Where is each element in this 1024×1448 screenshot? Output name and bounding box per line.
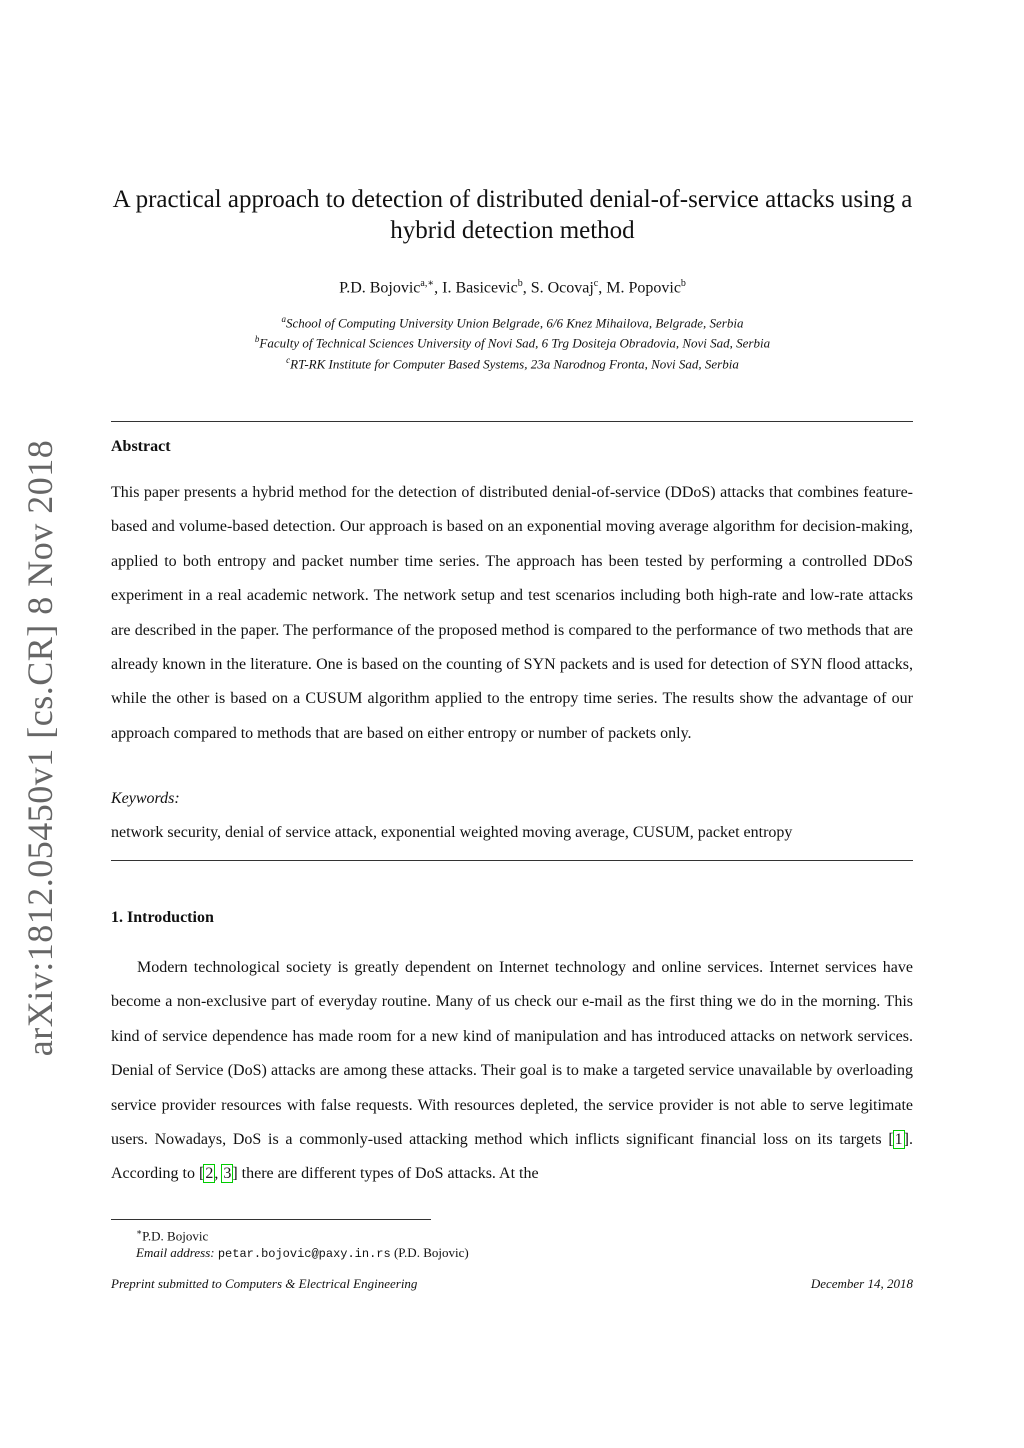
affiliation-text: School of Computing University Union Belgrade, 6/6 Knez Mihailova, Belgrade, Serbia — [286, 315, 744, 331]
author-name: M. Popovic — [606, 279, 681, 297]
author-name: I. Basicevic — [442, 279, 518, 297]
affiliation-mark: c — [286, 354, 291, 365]
citation-link-3[interactable]: 3 — [223, 1165, 232, 1183]
email-address[interactable]: petar.bojovic@paxy.in.rs — [217, 1247, 391, 1262]
preprint-date: December 14, 2018 — [810, 1276, 913, 1291]
email-label: Email address: — [136, 1245, 215, 1261]
author-affil-mark: b — [680, 278, 686, 289]
author-list — [112, 273, 913, 299]
paragraph-text: Modern technological society is greatly dependent on Internet technology and online services. Internet services have become a non-exclusive part of everyday routine. Many of us check our e-mail as the first thing we do in the morning. This kind of service dependence has made room for a new kind of manipulation and has introduced attacks on network services. Denial of Service (DoS) attacks are among these attacks. Their goal is to make a targeted service unavailable by overloading service provider resources with false requests. With resources depleted, the service provider is not able to serve legitimate users. Nowadays, DoS is a commonly-used attacking method which inflicts significant financial loss on its targets [ — [111, 959, 913, 1149]
abstract-top-rule — [111, 421, 913, 422]
footnote-rule — [111, 1219, 431, 1220]
affiliation-mark: b — [254, 334, 260, 345]
footnote-name: P.D. Bojovic — [142, 1228, 209, 1244]
author-name: S. Ocovaj — [530, 279, 594, 297]
author-separator: , — [522, 279, 531, 297]
introduction-paragraph — [111, 951, 913, 1192]
abstract-text: This paper presents a hybrid method for the detection of distributed denial-of-service (DDoS) attacks that combines feature-based and volume-based detection. Our approach is based on an exponential moving average algorithm for decision-making, applied to both entropy and packet number time series. The approach has been tested by performing a controlled DDoS experiment in a real academic network. The network setup and test scenarios including both high-rate and low-rate attacks are described in the paper. The performance of the proposed method is compared to the performance of two methods that are already known in the literature. One is based on the counting of SYN packets and is used for detection of SYN flood attacks, while the other is based on a CUSUM algorithm applied to the entropy time series. The results show the advantage of our approach compared to methods that are based on either entropy or number of packets only. — [111, 484, 913, 742]
footnote-email-line — [136, 1244, 469, 1263]
affiliation-line — [112, 311, 913, 331]
author-name: P.D. Bojovic — [339, 279, 421, 297]
author-affil-mark: c — [593, 278, 599, 289]
footnote — [136, 1224, 469, 1263]
affiliation-text: RT-RK Institute for Computer Based Systems, 23a Narodnog Fronta, Novi Sad, Serbia — [290, 355, 739, 371]
author-affil-mark: a,∗ — [420, 278, 435, 289]
affiliation-text: Faculty of Technical Sciences University of Novi Sad, 6 Trg Dositeja Obradovia, Novi Sad, Serbia — [259, 335, 771, 351]
arxiv-identifier-stamp: arXiv:1812.05450v1 [cs.CR] 8 Nov 2018 — [20, 439, 60, 1057]
affiliation-line — [112, 331, 913, 351]
footnote-author — [136, 1224, 469, 1244]
citation-link-2[interactable]: 2 — [205, 1165, 214, 1183]
section-heading-introduction: 1. Introduction — [111, 909, 214, 926]
abstract-bottom-rule — [111, 860, 913, 861]
affiliation-mark: a — [281, 314, 286, 324]
paragraph-text: ]. According to [ — [111, 1131, 913, 1183]
abstract-heading: Abstract — [111, 438, 171, 455]
author-separator: , — [434, 279, 443, 297]
footnote-mark: ∗ — [136, 1227, 143, 1237]
keywords-text: network security, denial of service attack, exponential weighted moving average, CUSUM, packet entropy — [111, 824, 793, 841]
preprint-journal-note: Preprint submitted to Computers & Electrical Engineering — [111, 1276, 418, 1291]
paragraph-text: ] there are different types of DoS attacks. At the — [232, 1165, 539, 1183]
citation-separator: , — [214, 1165, 223, 1183]
author-affil-mark: b — [517, 278, 523, 289]
keywords-label: Keywords: — [111, 790, 180, 807]
email-owner: (P.D. Bojovic) — [390, 1245, 469, 1261]
citation-link-1[interactable]: 1 — [894, 1131, 903, 1149]
author-separator: , — [598, 279, 607, 297]
affiliation-list — [112, 311, 913, 372]
paper-title: A practical approach to detection of distributed denial-of-service attacks using a hybrid detection method — [112, 186, 913, 244]
affiliation-line — [112, 352, 913, 372]
